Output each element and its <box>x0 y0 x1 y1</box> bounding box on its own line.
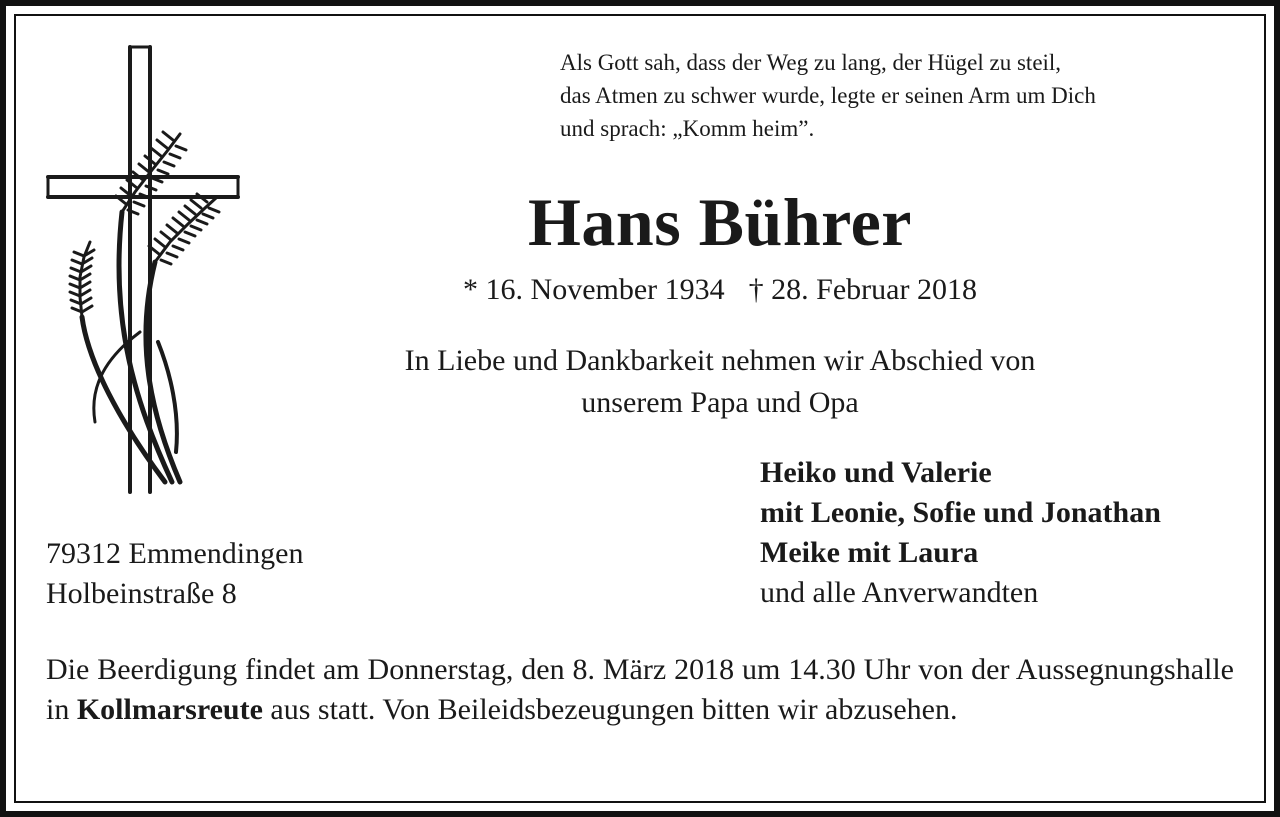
poem-line: und sprach: „Komm heim”. <box>560 116 815 141</box>
funeral-text: Die Beerdigung findet am Donnerstag, den 8. März 2018 um 14.30 Uhr von der Aussegnungshalle in <box>46 653 1234 726</box>
cross-with-wheat-icon <box>40 42 245 502</box>
funeral-details <box>46 650 1234 730</box>
life-dates <box>380 270 1060 310</box>
family-line: Heiko und Valerie <box>760 456 992 489</box>
farewell-text <box>330 340 1110 424</box>
farewell-line: unserem Papa und Opa <box>581 386 859 419</box>
deceased-name: Hans Bührer <box>528 184 912 260</box>
poem-line: Als Gott sah, dass der Weg zu lang, der Hügel zu steil, <box>560 50 1062 75</box>
poem-line: das Atmen zu schwer wurde, legte er seinen Arm um Dich <box>560 83 1096 108</box>
funeral-place: Kollmarsreute <box>76 693 263 726</box>
family-line: und alle Anverwandten <box>760 576 1039 609</box>
family-line: Meike mit Laura <box>760 536 979 569</box>
memorial-poem <box>560 46 1240 145</box>
family-line: mit Leonie, Sofie und Jonathan <box>760 496 1161 529</box>
address-street: Holbeinstraße 8 <box>46 577 237 610</box>
birth-date: * 16. November 1934 <box>463 273 725 306</box>
farewell-line: In Liebe und Dankbarkeit nehmen wir Abschied von <box>404 344 1036 377</box>
address-city: 79312 Emmendingen <box>46 537 304 570</box>
funeral-text: aus statt. Von Beileidsbezeugungen bitten wir abzusehen. <box>262 693 958 726</box>
death-date: † 28. Februar 2018 <box>748 273 977 306</box>
address-block <box>46 534 303 614</box>
family-signatures <box>760 453 1161 613</box>
